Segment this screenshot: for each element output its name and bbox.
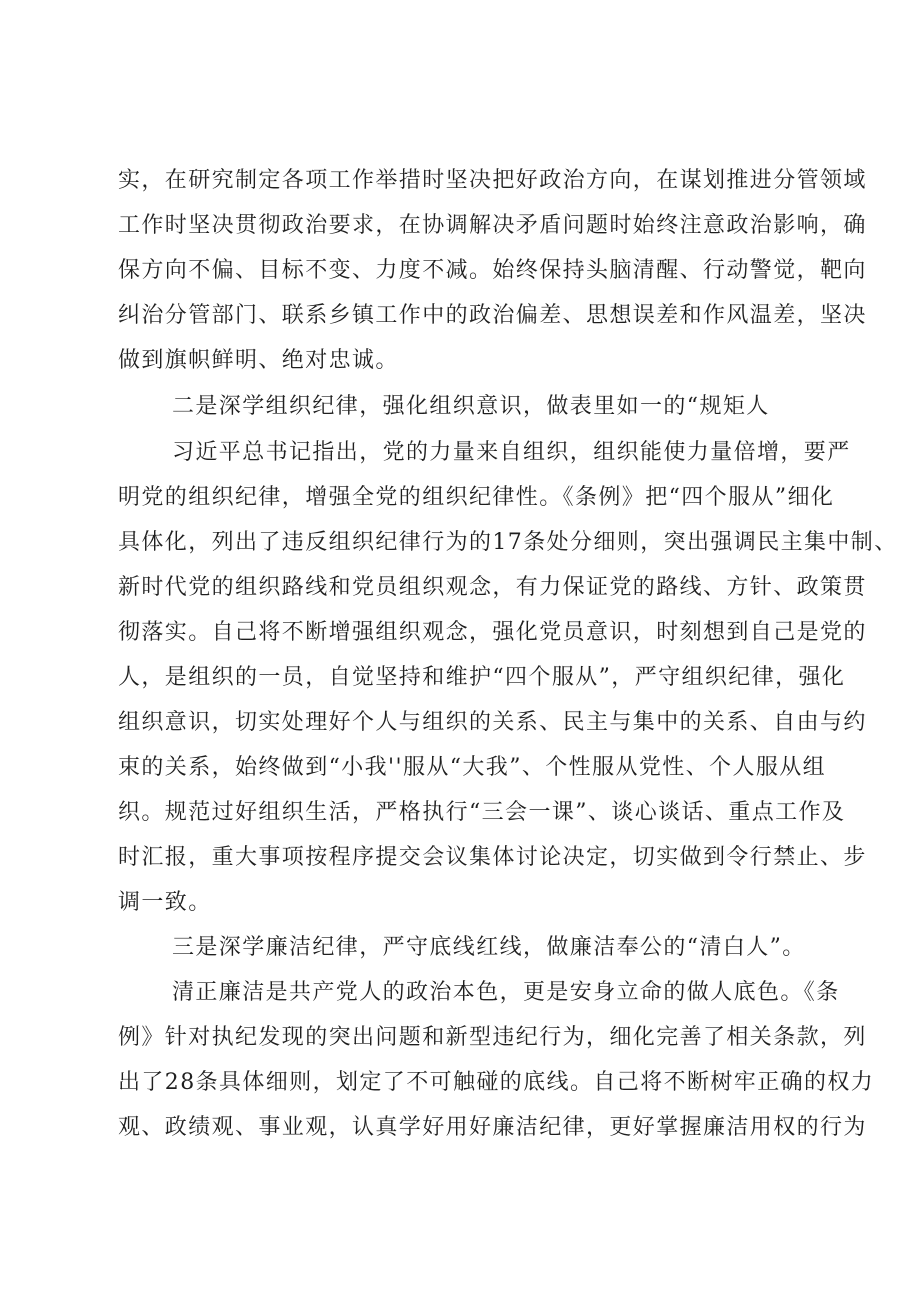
- text-line: 观、政绩观、事业观，认真学好用好廉洁纪律，更好掌握廉洁用权的行为: [118, 1115, 867, 1140]
- text-line: 明党的组织纪律，增强全党的组织纪律性。《条例》把“四个服从”细化: [118, 485, 835, 510]
- text-line: 具体化，列出了违反组织纪律行为的17条处分细则，突出强调民主集中制、: [118, 530, 898, 555]
- text-line: 织。规范过好组织生活，严格执行“三会一课”、谈心谈话、重点工作及: [118, 800, 846, 825]
- text-line: 保方向不偏、目标不变、力度不减。始终保持头脑清醒、行动警觉，靶向: [118, 258, 867, 283]
- text-line: 时汇报，重大事项按程序提交会议集体讨论决定，切实做到令行禁止、步: [118, 845, 867, 870]
- text-line: 工作时坚决贯彻政治要求，在协调解决矛盾问题时始终注意政治影响，确: [118, 213, 867, 238]
- text-line: 人，是组织的一员，自觉坚持和维护“四个服从”，严守组织纪律，强化: [118, 665, 846, 690]
- text-line: 调一致。: [118, 890, 212, 915]
- text-line: 新时代党的组织路线和党员组织观念，有力保证党的路线、方针、政策贯: [118, 575, 867, 600]
- text-line: 清正廉洁是共产党人的政治本色，更是安身立命的做人底色。《条: [172, 980, 840, 1005]
- text-line: 束的关系，始终做到“小我''服从“大我”、个性服从党性、个人服从组: [118, 755, 827, 780]
- text-line: 习近平总书记指出，党的力量来自组织，组织能使力量倍增，要严: [172, 440, 851, 465]
- text-line: 例》针对执纪发现的突出问题和新型违纪行为，细化完善了相关条款，列: [118, 1025, 867, 1050]
- text-line: 纠治分管部门、联系乡镇工作中的政治偏差、思想误差和作风温差，坚决: [118, 303, 867, 328]
- text-line: 实，在研究制定各项工作举措时坚决把好政治方向，在谋划推进分管领域: [118, 168, 867, 193]
- section-heading-integrity: 三是深学廉洁纪律，严守底线红线，做廉洁奉公的“清白人”。: [172, 935, 806, 960]
- text-line: 出了28条具体细则，划定了不可触碰的底线。自己将不断树牢正确的权力: [118, 1070, 875, 1095]
- text-line: 做到旗帜鲜明、绝对忠诚。: [118, 348, 399, 373]
- text-line: 组织意识，切实处理好个人与组织的关系、民主与集中的关系、自由与约: [118, 710, 867, 735]
- text-line: 彻落实。自己将不断增强组织观念，强化党员意识，时刻想到自己是党的: [118, 620, 867, 645]
- section-heading-organization: 二是深学组织纪律，强化组织意识，做表里如一的“规矩人: [172, 394, 770, 419]
